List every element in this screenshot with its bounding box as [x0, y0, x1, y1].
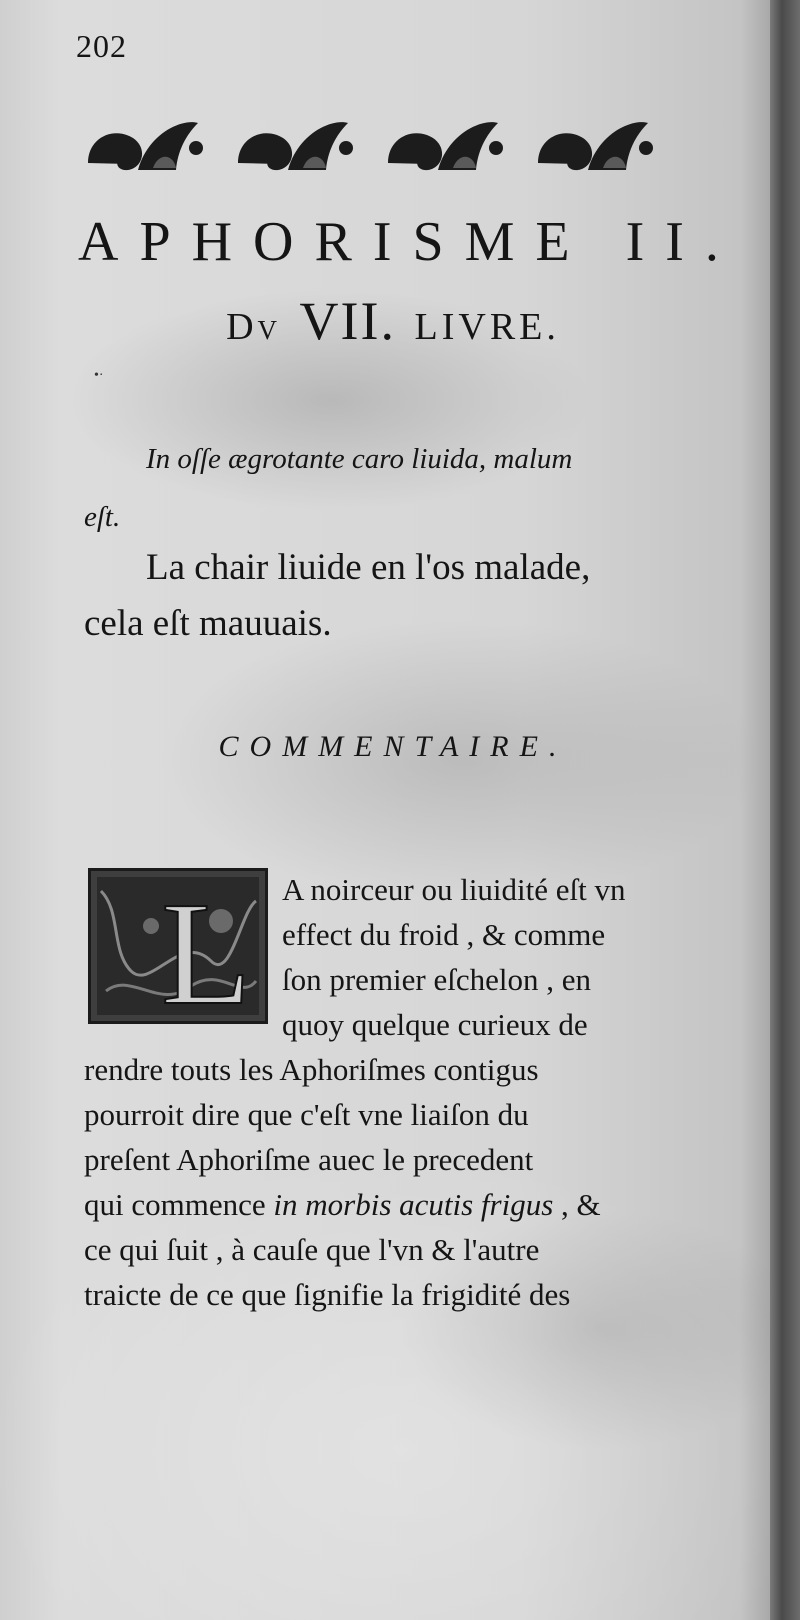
- commentary-line-1: A noirceur ou liuidité eſt vn: [282, 872, 626, 907]
- latin-line-2: eſt.: [84, 501, 121, 533]
- commentary-line-9: ce qui ſuit , à cauſe que l'vn & l'autre: [84, 1232, 540, 1267]
- subtitle-numeral: VII.: [299, 291, 397, 351]
- latin-aphorism: [84, 430, 734, 546]
- ornament-band-icon: [78, 108, 714, 186]
- subtitle-livre: LIVRE.: [414, 306, 560, 348]
- drop-cap-letter: L: [161, 872, 252, 1021]
- book-binding-edge: [770, 0, 800, 1620]
- french-line-1: La chair liuide en l'os malade,: [146, 547, 591, 588]
- commentary-line-10: traicte de ce que ſignifie la frigidité des: [84, 1277, 571, 1312]
- french-line-2: cela eſt mauuais.: [84, 603, 332, 644]
- ink-speck-icon: •·: [94, 368, 104, 383]
- line8-after: , &: [561, 1187, 601, 1222]
- drop-cap-ornament-icon: [91, 871, 265, 1021]
- chapter-title: APHORISME II.: [78, 211, 740, 273]
- commentary-line-7: preſent Aphoriſme auec le precedent: [84, 1142, 534, 1177]
- line8-before: qui commence: [84, 1187, 266, 1222]
- commentary-line-3: ſon premier eſchelon , en: [282, 962, 592, 997]
- drop-cap-woodcut: [88, 868, 268, 1024]
- commentary-line-4: quoy quelque curieux de: [282, 1007, 588, 1042]
- subtitle-du: Dv: [226, 306, 282, 348]
- commentary-heading: COMMENTAIRE.: [218, 730, 568, 763]
- french-translation: [84, 540, 734, 652]
- commentary-line-5: rendre touts les Aphoriſmes contigus: [84, 1052, 539, 1087]
- commentary-line-2: effect du froid , & comme: [282, 917, 606, 952]
- book-subtitle: [0, 290, 786, 352]
- line8-italic: in morbis acutis frigus: [273, 1187, 554, 1222]
- commentary-line-8: [84, 1183, 601, 1227]
- latin-line-1: In oſſe ægrotante caro liuida, malum: [146, 443, 573, 475]
- page-number: 202: [76, 28, 127, 64]
- commentary-line-6: pourroit dire que c'eſt vne liaiſon du: [84, 1097, 529, 1132]
